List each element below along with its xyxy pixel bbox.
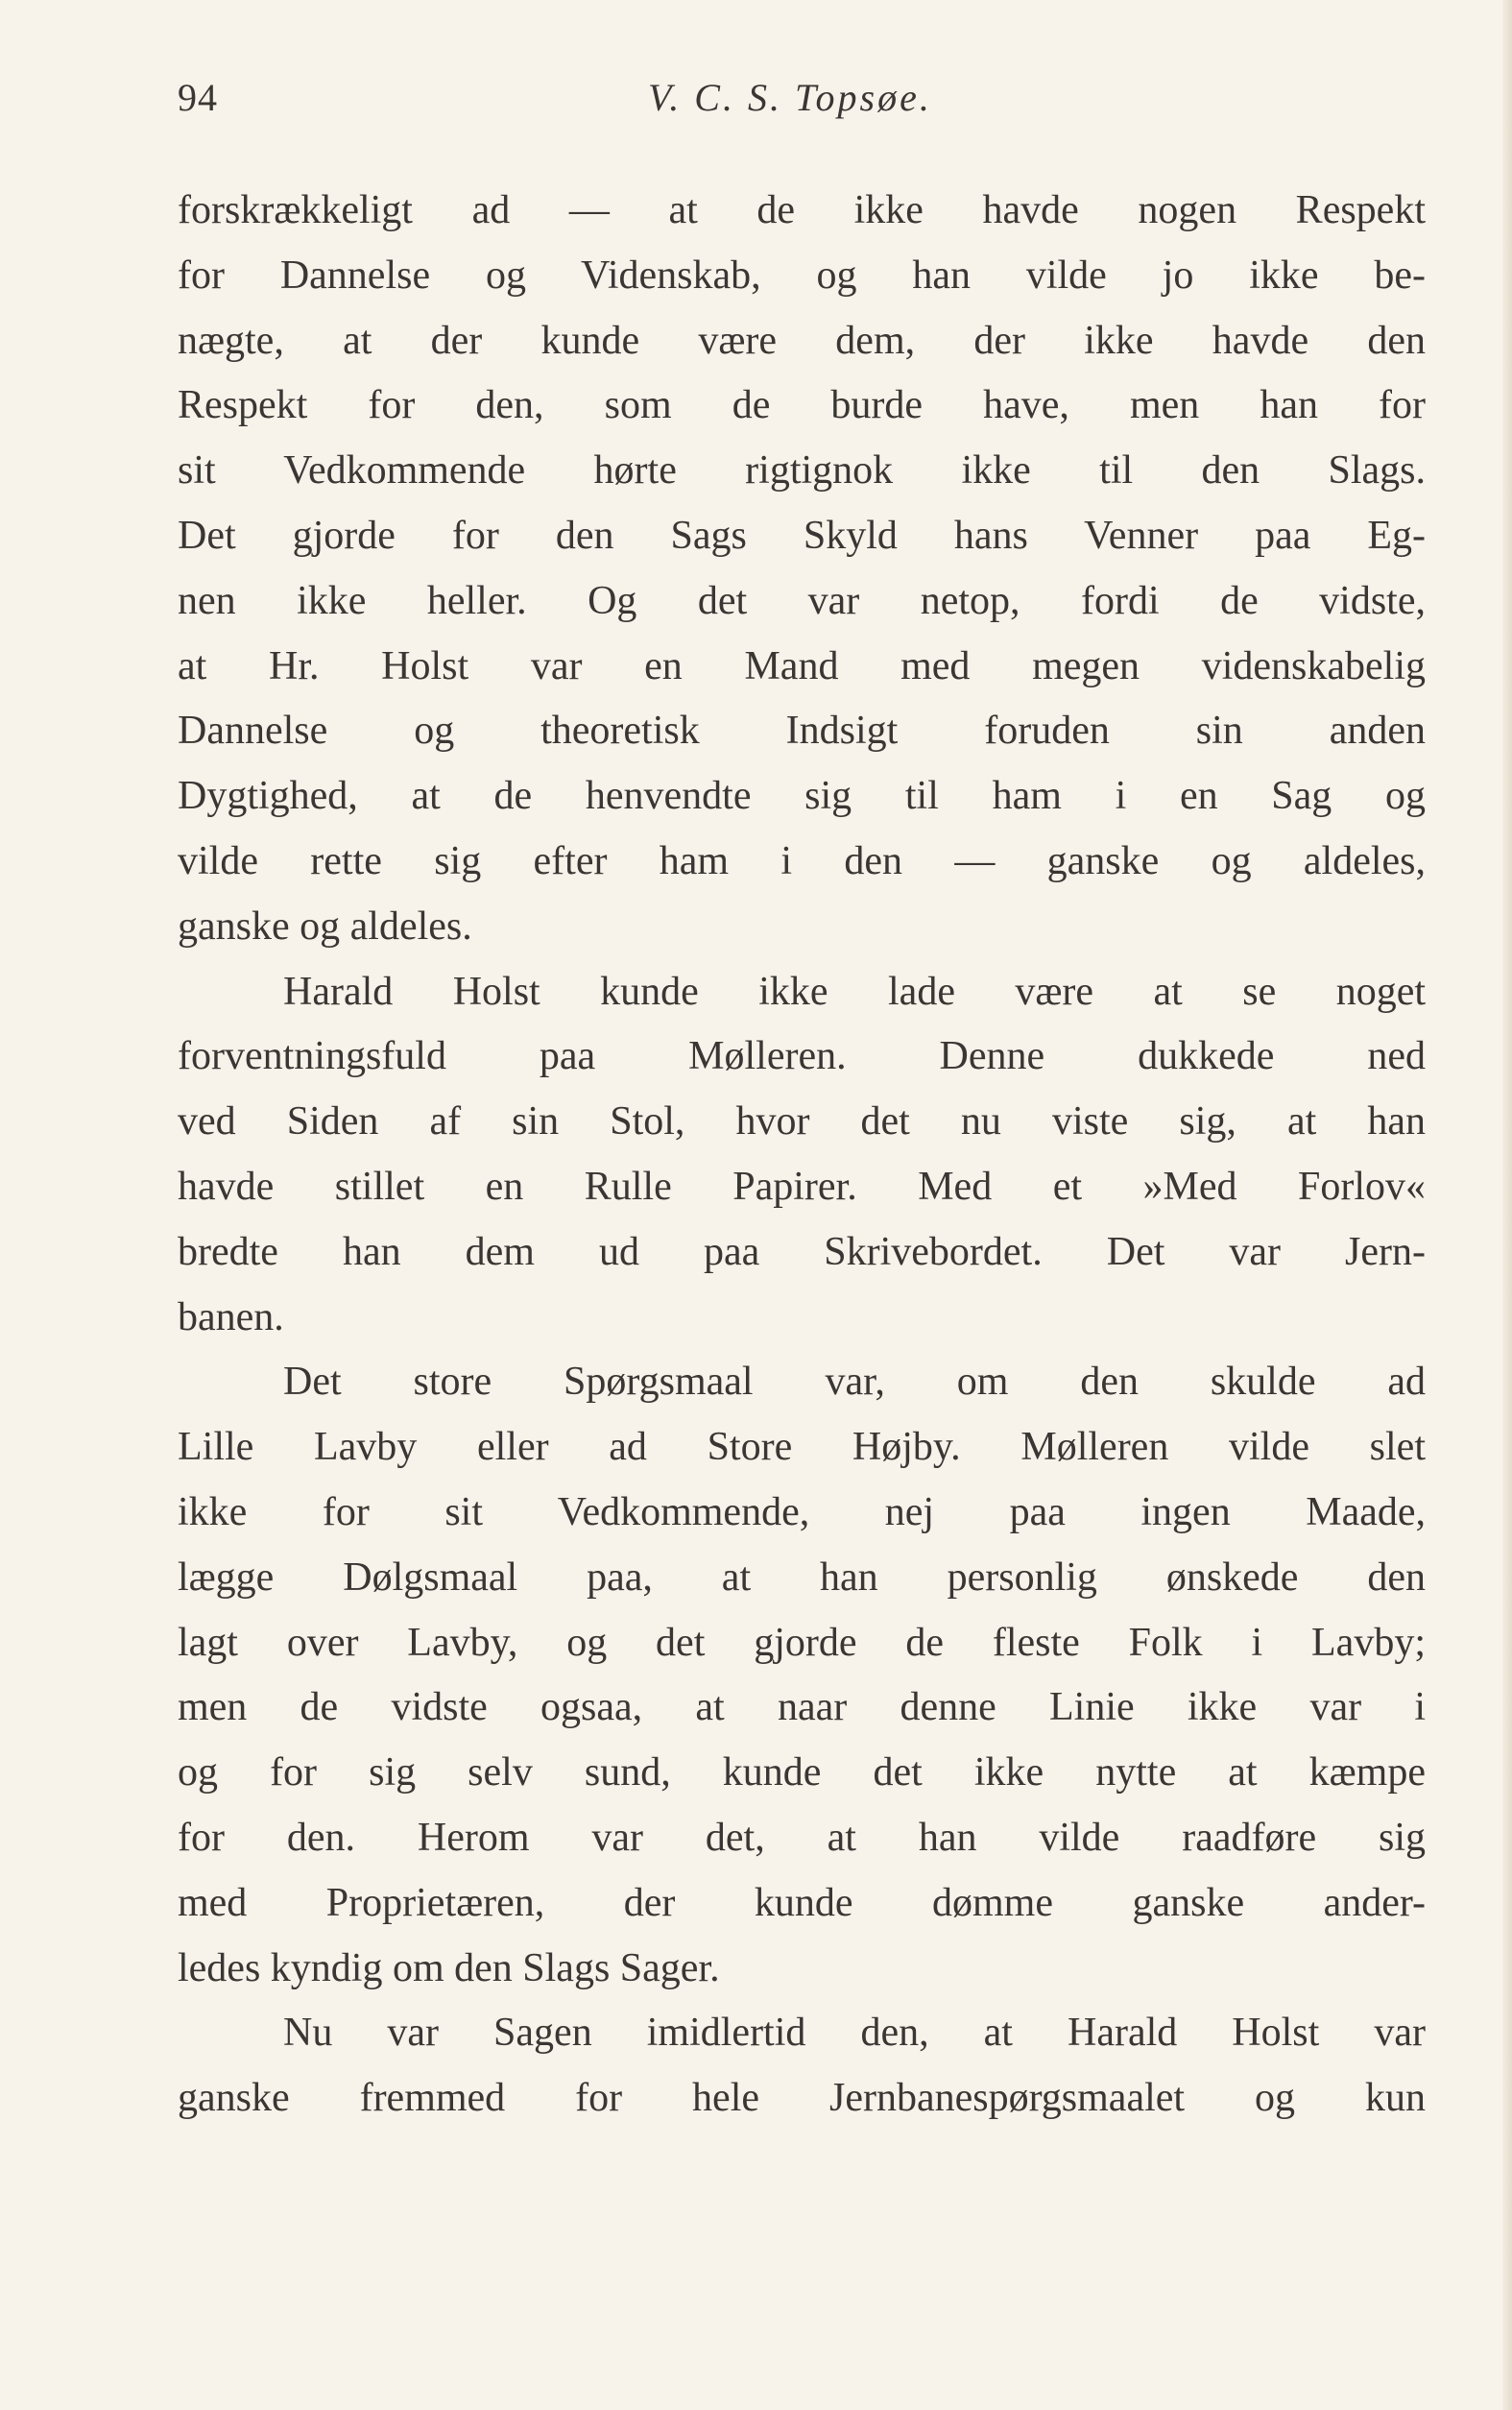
text-line: for den. Herom var det, at han vilde raadføre sig — [178, 1815, 1426, 1860]
text-line: ganske og aldeles. — [178, 904, 472, 949]
text-line: Dannelse og theoretisk Indsigt foruden sin anden — [178, 709, 1426, 754]
body-text — [178, 179, 1426, 2132]
text-line: ledes kyndig om den Slags Sager. — [178, 1945, 720, 1990]
text-line: ved Siden af sin Stol, hvor det nu viste sig, at han — [178, 1099, 1426, 1145]
text-line: og for sig selv sund, kunde det ikke nytte at kæmpe — [178, 1750, 1426, 1795]
text-line: vilde rette sig efter ham i den — ganske og aldeles, — [178, 838, 1426, 883]
text-line: Nu var Sagen imidlertid den, at Harald Holst var — [283, 2011, 1426, 2056]
text-line: Det gjorde for den Sags Skyld hans Venner paa Eg- — [178, 513, 1426, 558]
text-line: banen. — [178, 1294, 284, 1339]
text-line: lægge Dølgsmaal paa, at han personlig ønskede den — [178, 1554, 1426, 1600]
text-line: Dygtighed, at de henvendte sig til ham i en Sag og — [178, 774, 1426, 819]
text-line: med Proprietæren, der kunde dømme ganske ander- — [178, 1880, 1426, 1925]
text-line: bredte han dem ud paa Skrivebordet. Det var Jern- — [178, 1229, 1426, 1274]
text-line: nægte, at der kunde være dem, der ikke havde den — [178, 318, 1426, 363]
text-line: at Hr. Holst var en Mand med megen videnskabelig — [178, 643, 1426, 688]
text-line: Harald Holst kunde ikke lade være at se noget — [283, 969, 1426, 1014]
running-head: V. C. S. Topsøe. — [648, 76, 932, 119]
text-line: forskrækkeligt ad — at de ikke havde nogen Respekt — [178, 188, 1426, 232]
text-line: nen ikke heller. Og det var netop, fordi de vidste, — [178, 578, 1426, 623]
text-line: Respekt for den, som de burde have, men han for — [178, 383, 1426, 428]
text-line: lagt over Lavby, og det gjorde de fleste Folk i Lavby; — [178, 1620, 1426, 1665]
text-line: forventningsfuld paa Mølleren. Denne dukkede ned — [178, 1034, 1426, 1079]
text-line: Det store Spørgsmaal var, om den skulde ad — [283, 1360, 1426, 1405]
page-edge — [1502, 0, 1512, 2410]
page-header — [178, 67, 1426, 125]
text-line: for Dannelse og Videnskab, og han vilde jo ikke be- — [178, 253, 1426, 298]
text-line: Lille Lavby eller ad Store Højby. Mølleren vilde slet — [178, 1425, 1426, 1470]
text-line: ikke for sit Vedkommende, nej paa ingen Maade, — [178, 1489, 1426, 1534]
text-line: ganske fremmed for hele Jernbanespørgsmaalet og kun — [178, 2076, 1426, 2121]
text-line: havde stillet en Rulle Papirer. Med et »Med Forlov« — [178, 1164, 1426, 1209]
text-line: sit Vedkommende hørte rigtignok ikke til den Slags. — [178, 448, 1426, 494]
page-number: 94 — [178, 76, 218, 119]
text-line: men de vidste ogsaa, at naar denne Linie ikke var i — [178, 1685, 1426, 1730]
